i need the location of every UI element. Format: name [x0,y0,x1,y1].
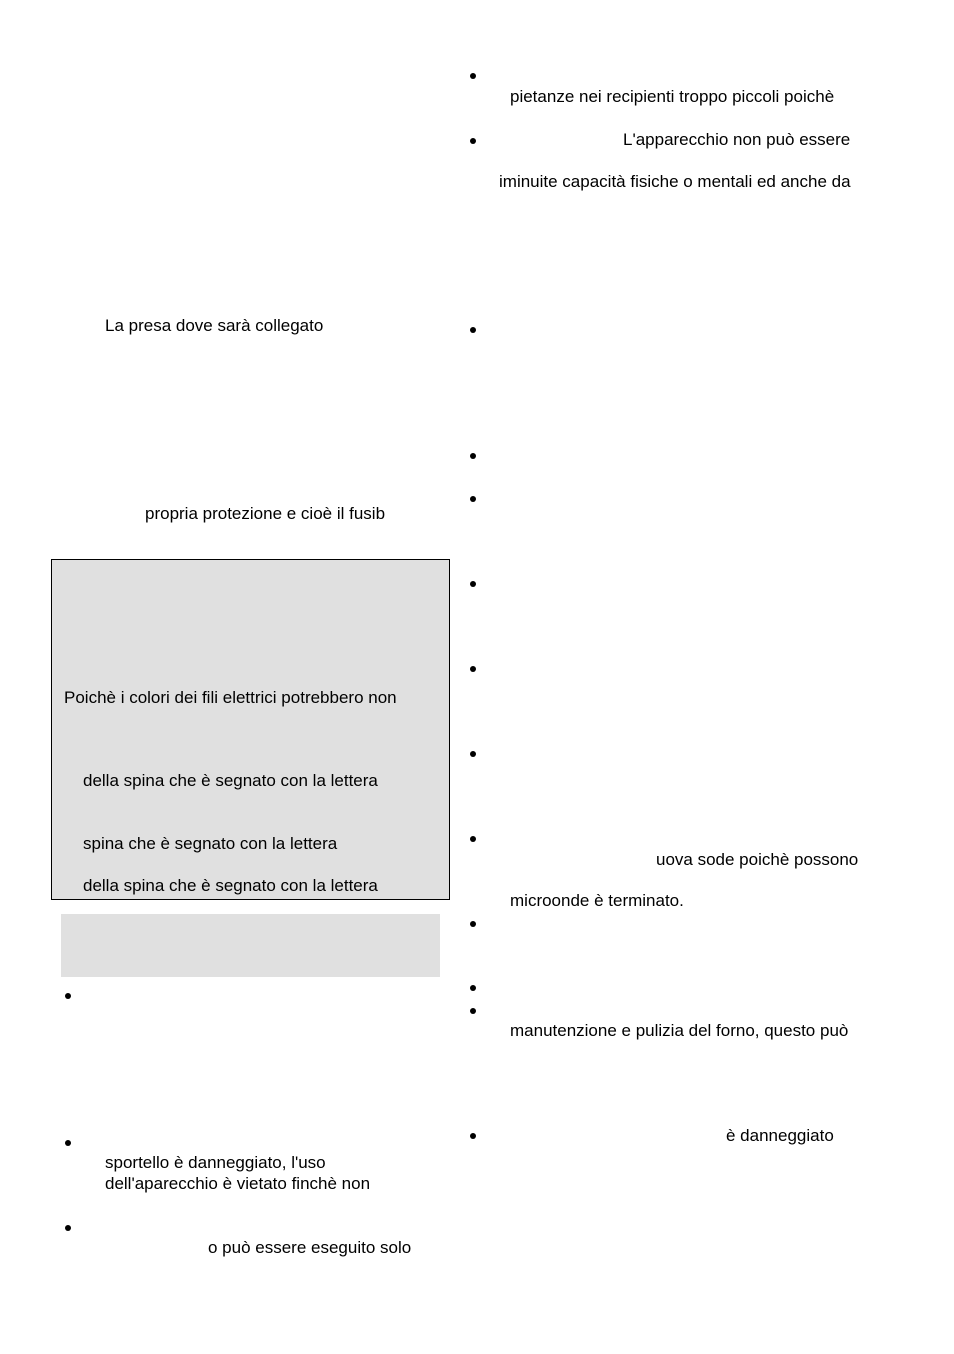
bullet-right-6 [470,581,476,587]
bullet-right-8 [470,751,476,757]
bullet-left-3 [65,1225,71,1231]
bullet-right-9 [470,836,476,842]
bullet-right-12 [470,1008,476,1014]
apparecchio-text: L'apparecchio non può essere [623,130,851,149]
presa-text: La presa dove sarà collegato [105,316,324,335]
bullet-right-13 [470,1133,476,1139]
bullet-left-2 [65,1140,71,1146]
notice-line-spina-1: della spina che è segnato con la lettera [83,771,378,790]
danneggiato-text: è danneggiato [726,1126,834,1145]
door-damage-line-2: dell'aparecchio è vietato finchè non [105,1174,371,1193]
notice-line-spina-3: della spina che è segnato con la lettera [83,876,378,895]
pietanze-text: pietanze nei recipienti troppo piccoli poichè [510,87,835,106]
section-heading-band [61,914,440,977]
bullet-left-1 [65,993,71,999]
bullet-right-5 [470,496,476,502]
uova-text: uova sode poichè possono [656,850,859,869]
capacita-text: iminuite capacità fisiche o mentali ed anche da [499,172,851,191]
protezione-text: propria protezione e cioè il fusib [145,504,386,523]
bullet-right-3 [470,327,476,333]
door-damage-line-1: sportello è danneggiato, l'uso [105,1153,326,1172]
bullet-right-10 [470,921,476,927]
manutenzione-text: manutenzione e pulizia del forno, questo può [510,1021,849,1040]
microonde-text: microonde è terminato. [510,891,684,910]
notice-line-colori: Poichè i colori dei fili elettrici potrebbero non [64,688,397,707]
service-text: o può essere eseguito solo [208,1238,412,1257]
notice-line-spina-2: spina che è segnato con la lettera [83,834,338,853]
bullet-right-4 [470,453,476,459]
bullet-right-2 [470,138,476,144]
bullet-right-1 [470,73,476,79]
bullet-right-11 [470,985,476,991]
bullet-right-7 [470,666,476,672]
